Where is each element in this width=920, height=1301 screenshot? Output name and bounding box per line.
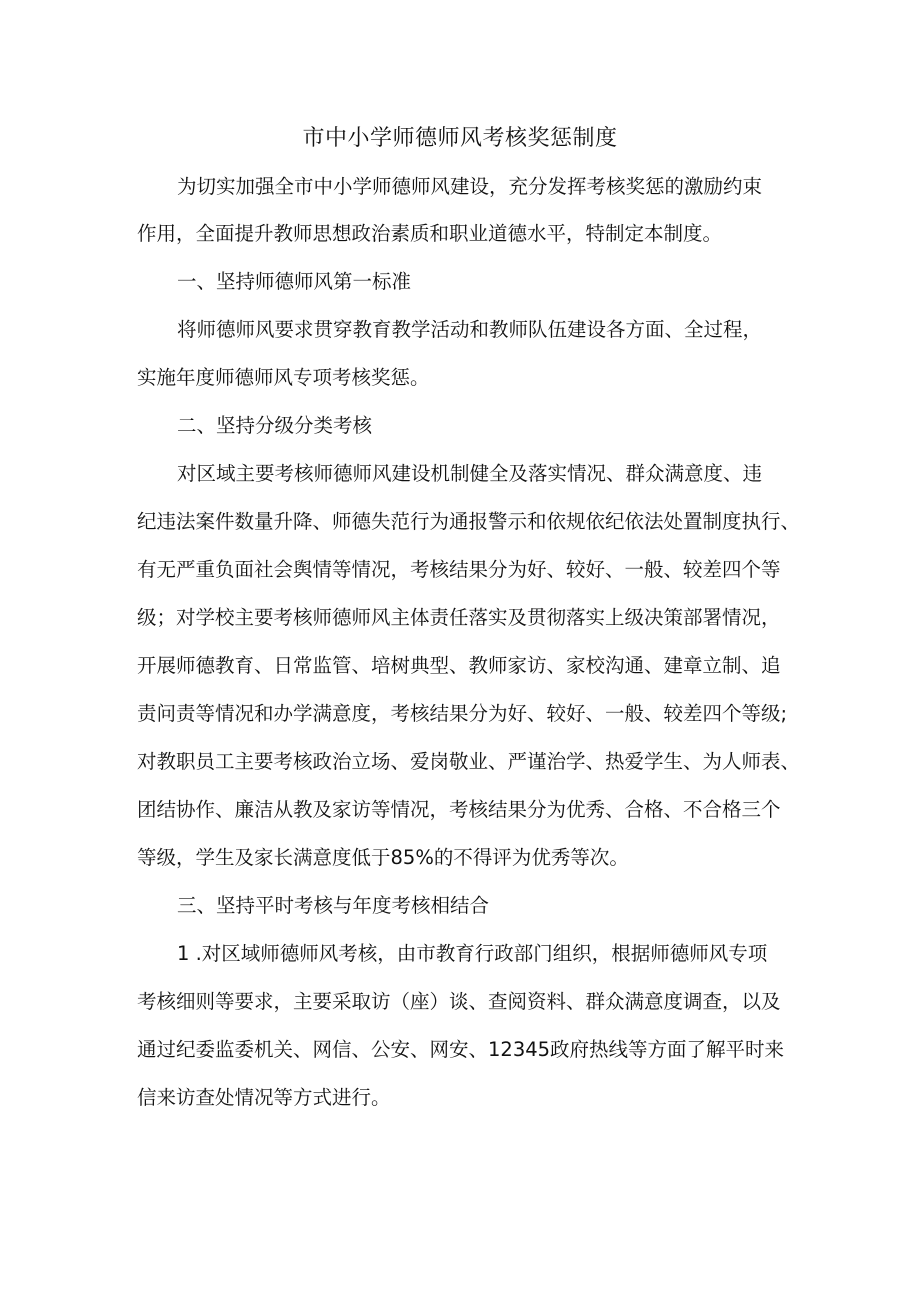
section2-line-9: 等级，学生及家长满意度低于85%的不得评为优秀等次。: [137, 846, 629, 869]
section3-heading: 三、坚持平时考核与年度考核相结合: [177, 894, 490, 917]
section2-line-5: 开展师德教育、日常监管、培树典型、教师家访、家校沟通、建章立制、追: [137, 654, 781, 677]
section1-heading: 一、坚持师德师风第一标准: [177, 270, 412, 293]
section2-line-6: 责问责等情况和办学满意度，考核结果分为好、较好、一般、较差四个等级;: [137, 702, 788, 725]
section2-line-3: 有无严重负面社会舆情等情况，考核结果分为好、较好、一般、较差四个等: [137, 558, 781, 581]
section1-line-1: 将师德师风要求贯穿教育教学活动和教师队伍建设各方面、全过程，: [177, 318, 763, 341]
section2-heading: 二、坚持分级分类考核: [177, 414, 373, 437]
section3-line-3: 通过纪委监委机关、网信、公安、网安、12345政府热线等方面了解平时来: [137, 1038, 785, 1061]
section2-line-1: 对区域主要考核师德师风建设机制健全及落实情况、群众满意度、违: [177, 462, 763, 485]
intro-line-2: 作用，全面提升教师思想政治素质和职业道德水平，特制定本制度。: [137, 222, 723, 245]
section2-line-4: 级；对学校主要考核师德师风主体责任落实及贯彻落实上级决策部署情况，: [137, 606, 781, 629]
section3-line-4: 信来访查处情况等方式进行。: [137, 1086, 391, 1109]
section1-line-2: 实施年度师德师风专项考核奖惩。: [137, 366, 430, 389]
section2-line-8: 团结协作、廉洁从教及家访等情况，考核结果分为优秀、合格、不合格三个: [137, 798, 781, 821]
section2-line-2: 纪违法案件数量升降、师德失范行为通报警示和依规依纪依法处置制度执行、: [137, 510, 801, 533]
document-title: 市中小学师德师风考核奖惩制度: [302, 126, 618, 151]
intro-line-1: 为切实加强全市中小学师德师风建设，充分发挥考核奖惩的激励约束: [177, 175, 763, 198]
section2-line-7: 对教职员工主要考核政治立场、爱岗敬业、严谨治学、热爱学生、为人师表、: [137, 750, 801, 773]
section3-line-2: 考核细则等要求，主要采取访（座）谈、查阅资料、群众满意度调查，以及: [137, 990, 781, 1013]
section3-line-1: 1 .对区域师德师风考核，由市教育行政部门组织，根据师德师风专项: [177, 942, 768, 965]
